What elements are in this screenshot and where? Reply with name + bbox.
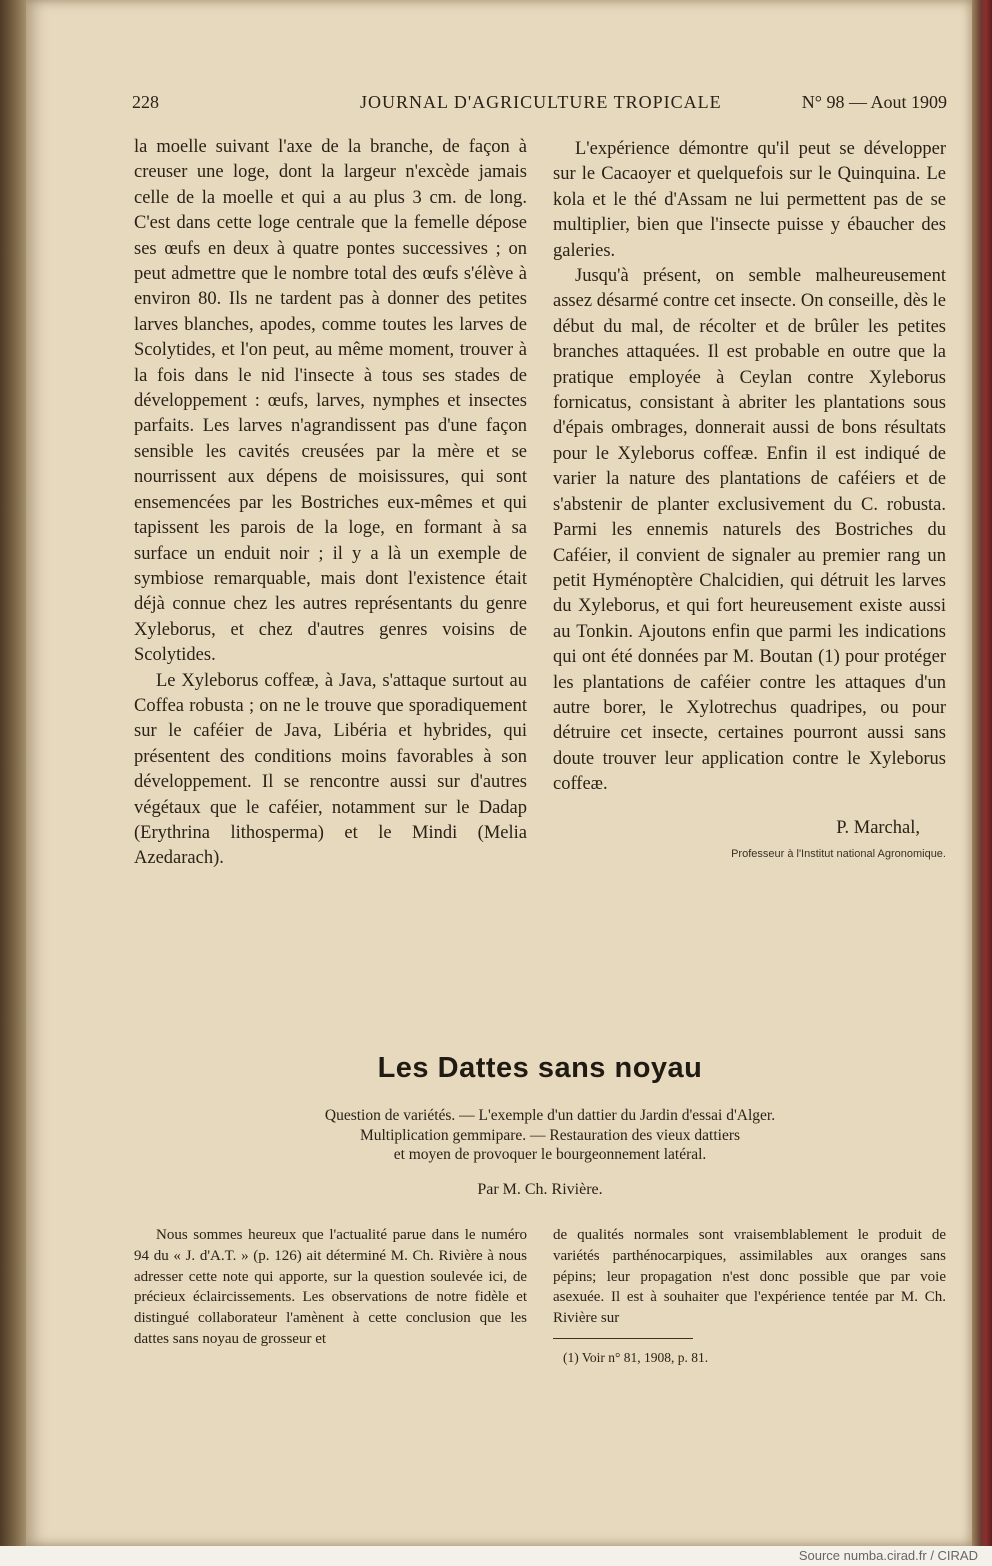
left-paragraph-1: la moelle suivant l'axe de la branche, de façon à creuser une loge, dont la largeur n'excède jamais celle de la moelle et qui a au plus 3 cm. de long. C'est dans cette loge centrale que la femelle dépose ses œufs en deux à quatre pontes successives ; on peut admettre que le nombre total des œufs s'élève à environ 80. Ils ne tardent pas à donner des petites larves blanches, apodes, comme toutes les larves de Scolytides, et l'on peut, au même moment, trouver à la fois dans le nid l'insecte à tous ses stades de développement : œufs, larves, nymphes et insectes parfaits. Les larves n'agrandissent pas d'une façon sensible les cavités creusées par la mère et se nourrissent aux dépens de moisissures, qui sont ensemencées par les Bostriches eux-mêmes et qui tapissent les parois de la loge, en formant à sa surface un enduit noir ; il y a là un exemple de symbiose remarquable, mais dont l'existence était déjà connue chez les autres représentants du genre Xyleborus, et chez d'autres genres voisins de Scolytides. (134, 137, 527, 666)
article-intro-left: Nous sommes heureux que l'actualité parue dans le numéro 94 du « J. d'A.T. » (p. 126) ait déterminé M. Ch. Rivière à nous adresser cette note qui apporte, sur la question soulevée ici, de précieux éclaircissements. Les observations de notre fidèle et distingué collaborateur l'amènent à cette conclusion que les dattes sans noyau de grosseur et (134, 1227, 527, 1347)
right-column (553, 137, 946, 861)
left-paragraph-2: Le Xyleborus coffeæ, à Java, s'attaque surtout au Coffea robusta ; on ne le trouve que sporadiquement sur le caféier de Java, Libéria et hybrides, qui présentent des conditions moins favorables à son développement. Il se rencontre aussi sur d'autres végétaux que le caféier, notamment sur le Dadap (Erythrina lithosperma) et le Mindi (Melia Azedarach). (134, 670, 527, 869)
article-intro-right: de qualités normales sont vraisemblablement le produit de variétés parthénocarpiques, assimilables aux oranges sans pépins; leur propagation n'est donc possible que par voie asexuée. Il est à souhaiter que l'expérience tentée par M. Ch. Rivière sur (553, 1227, 946, 1327)
footnote: (1) Voir n° 81, 1908, p. 81. (563, 1349, 709, 1365)
book-binding-right (972, 0, 992, 1566)
article-subtitle (200, 1106, 900, 1165)
article-left-column (134, 1225, 527, 1350)
article-byline: Par M. Ch. Rivière. (477, 1181, 603, 1198)
book-binding-left (0, 0, 26, 1566)
author-signature: P. Marchal, (836, 817, 920, 838)
subtitle-line: Question de variétés. — L'exemple d'un dattier du Jardin d'essai d'Alger. (324, 1107, 776, 1124)
subtitle-line: Multiplication gemmipare. — Restauration des vieux dattiers (359, 1126, 741, 1144)
author-affiliation: Professeur à l'Institut national Agronomique. (731, 847, 946, 860)
left-column (134, 135, 527, 872)
page-number: 228 (132, 92, 159, 112)
footnote-rule (553, 1338, 693, 1339)
subtitle-line: et moyen de provoquer le bourgeonnement latéral. (393, 1146, 707, 1163)
right-paragraph-1: L'expérience démontre qu'il peut se développer sur le Cacaoyer et quelquefois sur le Quinquina. Le kola et le thé d'Assam ne lui permettent pas de se multiplier, bien que l'insecte puisse y ébaucher des galeries. (553, 139, 946, 261)
article-right-column (553, 1225, 946, 1366)
issue-date: N° 98 — Aout 1909 (801, 92, 947, 112)
source-credit: Source numba.cirad.fr / CIRAD (798, 1548, 978, 1563)
running-header (132, 92, 947, 114)
right-paragraph-2: Jusqu'à présent, on semble malheureusement assez désarmé contre cet insecte. On conseille, dès le début du mal, de récolter et de brûler les petites branches attaquées. Il est probable en outre que la pratique employée à Ceylan contre Xyleborus fornicatus, consistant à abriter les plantations sous d'épais ombrages, donnerait aussi de bons résultats pour le Xyleborus coffeæ. Enfin il est indiqué de varier la nature des plantations de caféiers et de s'abstenir de planter exclusivement du C. robusta. Parmi les ennemis naturels des Bostriches du Caféier, il convient de signaler au premier rang un petit Hyménoptère Chalcidien, qui détruit les larves du Xyleborus, et qui fort heureusement existe aussi au Tonkin. Ajoutons enfin que parmi les indications qui ont été données par M. Boutan (1) pour protéger les plantations de caféier contre les attaques d'un autre borer, le Xylotrechus quadripes, ou pour détruire cet insecte, certaines pourront aussi sans doute trouver leur application contre le Xyleborus coffeæ. (553, 266, 946, 795)
article-title: Les Dattes sans noyau (377, 1052, 703, 1084)
journal-title: JOURNAL D'AGRICULTURE TROPICALE (360, 92, 722, 112)
